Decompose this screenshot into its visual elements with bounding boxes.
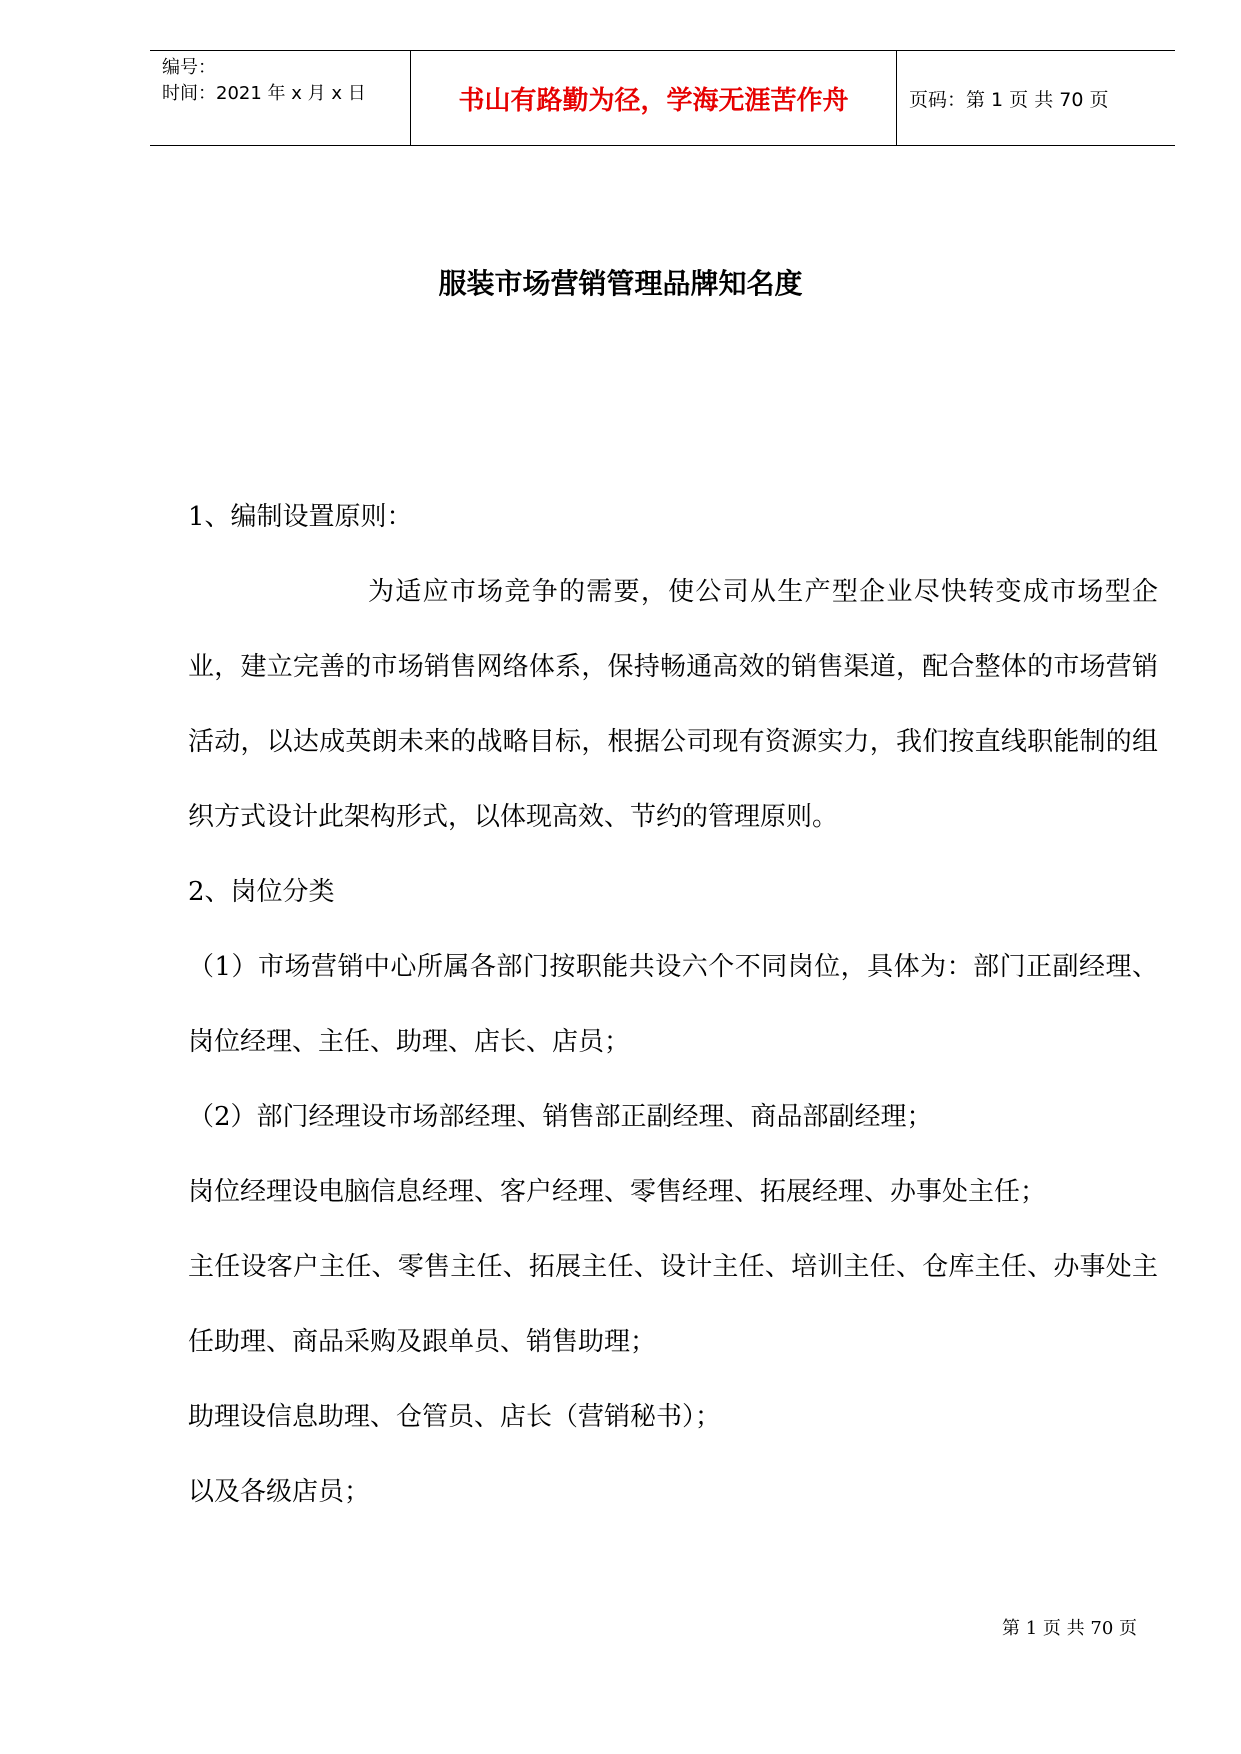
section-heading-1: 1、编制设置原则： <box>188 502 413 532</box>
body-paragraph: 为适应市场竞争的需要，使公司从生产型企业尽快转变成市场型企业，建立完善的市场销售网络体系，保持畅通高效的销售渠道，配合整体的市场营销活动，以达成英朗未来的战略目标，根据公司现有资源实力，我们按直线职能制的组织方式设计此架构形式，以体现高效、节约的管理原则。 <box>188 577 1158 832</box>
number-label: 编号： <box>162 57 216 78</box>
section-heading-2: 2、岗位分类 <box>188 877 335 907</box>
time-label: 时间：2021 年 x 月 x 日 <box>162 83 366 104</box>
body-line: 以及各级店员； <box>188 1477 371 1507</box>
page-footer: 第 1 页 共 70 页 <box>1002 1618 1137 1639</box>
body-line: 岗位经理设电脑信息经理、客户经理、零售经理、拓展经理、办事处主任； <box>188 1177 1047 1207</box>
header-page-info: 页码：第 1 页 共 70 页 <box>909 88 1109 111</box>
document-title: 服装市场营销管理品牌知名度 <box>438 267 803 300</box>
page-header <box>150 50 1175 146</box>
header-motto: 书山有路勤为径，学海无涯苦作舟 <box>411 51 897 145</box>
document-body <box>188 480 1158 1530</box>
list-item: （1）市场营销中心所属各部门按职能共设六个不同岗位，具体为：部门正副经理、岗位经理、主任、助理、店长、店员； <box>188 952 1158 1057</box>
list-item: （2）部门经理设市场部经理、销售部正副经理、商品部副经理； <box>188 1102 933 1132</box>
body-line: 助理设信息助理、仓管员、店长（营销秘书）； <box>188 1402 722 1432</box>
header-meta <box>150 51 411 145</box>
body-line: 主任设客户主任、零售主任、拓展主任、设计主任、培训主任、仓库主任、办事处主任助理、商品采购及跟单员、销售助理； <box>188 1252 1158 1357</box>
